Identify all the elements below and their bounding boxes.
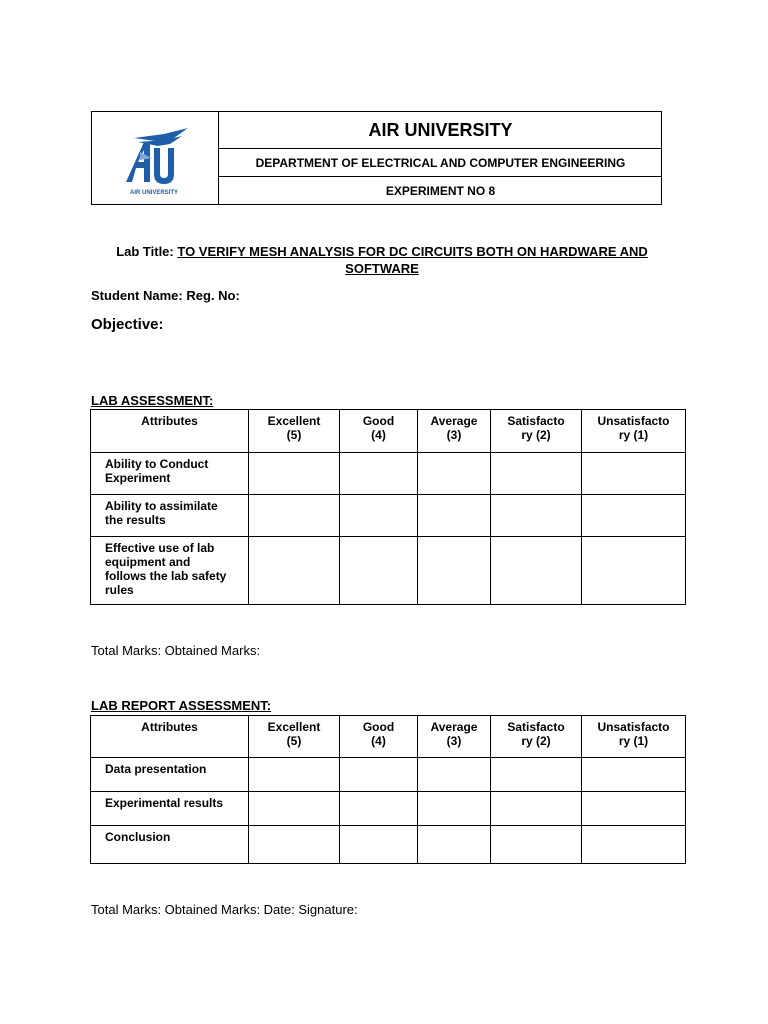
attribute-cell: Effective use of lab equipment and follows the lab safety rules	[91, 537, 249, 605]
attribute-cell: Experimental results	[91, 792, 249, 826]
col-header: Attributes	[91, 410, 249, 453]
department-name: DEPARTMENT OF ELECTRICAL AND COMPUTER ENGINEERING	[219, 149, 662, 177]
score-cell[interactable]	[340, 758, 418, 792]
table-header-row	[91, 716, 686, 758]
score-cell[interactable]	[491, 453, 582, 495]
table-row	[91, 792, 686, 826]
col-header: Satisfacto ry (2)	[491, 410, 582, 453]
col-header: Good (4)	[340, 716, 418, 758]
score-cell[interactable]	[418, 453, 491, 495]
lab-report-assessment-heading: LAB REPORT ASSESSMENT:	[91, 698, 272, 713]
lab-title-label: Lab Title:	[116, 244, 178, 259]
score-cell[interactable]	[340, 495, 418, 537]
table-header-row	[91, 410, 686, 453]
lab-title-text: TO VERIFY MESH ANALYSIS FOR DC CIRCUITS BOTH ON HARDWARE AND SOFTWARE	[177, 244, 648, 276]
col-header: Excellent (5)	[249, 716, 340, 758]
air-university-logo	[92, 112, 217, 204]
student-line: Student Name: Reg. No:	[91, 288, 240, 303]
score-cell[interactable]	[491, 758, 582, 792]
col-header: Unsatisfacto ry (1)	[582, 716, 686, 758]
col-header: Average (3)	[418, 410, 491, 453]
header-box	[91, 111, 662, 205]
attribute-cell: Data presentation	[91, 758, 249, 792]
attribute-cell: Conclusion	[91, 826, 249, 864]
score-cell[interactable]	[249, 495, 340, 537]
score-cell[interactable]	[249, 453, 340, 495]
lab-report-totals: Total Marks: Obtained Marks: Date: Signature:	[91, 902, 358, 917]
table-row	[91, 826, 686, 864]
score-cell[interactable]	[582, 792, 686, 826]
university-name: AIR UNIVERSITY	[219, 112, 662, 149]
logo-text: AIR UNIVERSITY	[129, 190, 179, 196]
col-header: Average (3)	[418, 716, 491, 758]
score-cell[interactable]	[582, 826, 686, 864]
score-cell[interactable]	[340, 537, 418, 605]
score-cell[interactable]	[491, 792, 582, 826]
score-cell[interactable]	[418, 792, 491, 826]
score-cell[interactable]	[249, 758, 340, 792]
attribute-cell: Ability to assimilate the results	[91, 495, 249, 537]
score-cell[interactable]	[249, 537, 340, 605]
score-cell[interactable]	[418, 826, 491, 864]
score-cell[interactable]	[340, 826, 418, 864]
score-cell[interactable]	[582, 758, 686, 792]
table-row	[91, 537, 686, 605]
table-row	[91, 453, 686, 495]
score-cell[interactable]	[340, 792, 418, 826]
col-header: Excellent (5)	[249, 410, 340, 453]
logo-cell	[92, 112, 219, 204]
score-cell[interactable]	[582, 453, 686, 495]
score-cell[interactable]	[418, 537, 491, 605]
lab-title	[92, 243, 672, 277]
score-cell[interactable]	[491, 826, 582, 864]
score-cell[interactable]	[418, 495, 491, 537]
lab-report-assessment-table	[90, 715, 686, 864]
objective-label: Objective:	[91, 316, 164, 333]
score-cell[interactable]	[491, 537, 582, 605]
table-row	[91, 495, 686, 537]
score-cell[interactable]	[582, 495, 686, 537]
attribute-cell: Ability to Conduct Experiment	[91, 453, 249, 495]
col-header: Good (4)	[340, 410, 418, 453]
score-cell[interactable]	[340, 453, 418, 495]
col-header: Attributes	[91, 716, 249, 758]
lab-assessment-table	[90, 409, 686, 605]
lab-assessment-totals: Total Marks: Obtained Marks:	[91, 643, 261, 658]
score-cell[interactable]	[249, 826, 340, 864]
score-cell[interactable]	[249, 792, 340, 826]
experiment-number: EXPERIMENT NO 8	[385, 183, 496, 198]
lab-assessment-heading: LAB ASSESSMENT:	[91, 393, 214, 408]
table-row	[91, 758, 686, 792]
score-cell[interactable]	[582, 537, 686, 605]
score-cell[interactable]	[491, 495, 582, 537]
col-header: Satisfacto ry (2)	[491, 716, 582, 758]
score-cell[interactable]	[418, 758, 491, 792]
col-header: Unsatisfacto ry (1)	[582, 410, 686, 453]
